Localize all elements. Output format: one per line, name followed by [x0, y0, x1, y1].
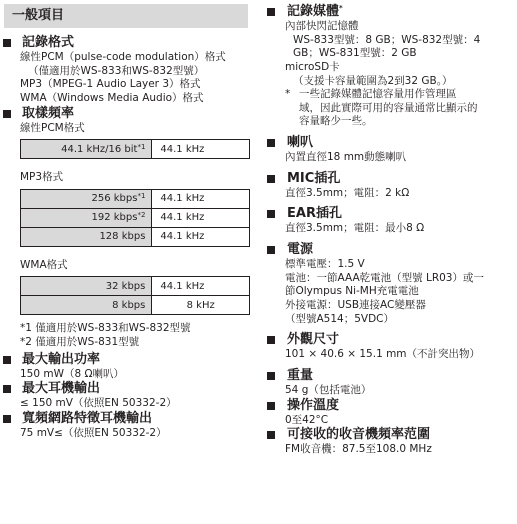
table-cell-bitrate: 44.1 kHz/16 bit$^{*1}$ [21, 140, 152, 159]
heading-operating-temp: 操作溫度 [265, 398, 517, 414]
max-headphone-value: ≤ 150 mV（依照EN 50332-2） [20, 397, 177, 410]
heading-broadband: 寬頻網路特徵耳機輸出 [0, 411, 250, 427]
speaker-value: 內置直徑18 mm動態喇叭 [285, 151, 407, 164]
right-column [265, 0, 517, 457]
heading-recording-format: 記錄格式 [0, 35, 250, 51]
heading-mic-jack: MIC插孔 [265, 171, 517, 187]
power-line: 電池：一節AAA乾電池（型號 LR03）或一 [285, 271, 484, 284]
pcm-table [20, 139, 250, 159]
heading-max-headphone: 最大耳機輸出 [0, 381, 250, 397]
power-line: 外接電源：USB連接AC變壓器 [285, 298, 426, 311]
footnote-2: *2 僅適用於WS-831型號 [20, 336, 140, 349]
dimensions-value: 101 × 40.6 × 15.1 mm（不計突出物） [285, 348, 481, 361]
left-column [0, 0, 250, 441]
heading-max-output: 最大輸出功率 [0, 352, 250, 368]
wma-label: WMA格式 [20, 258, 68, 271]
media-microsd: microSD卡 [285, 60, 340, 73]
media-microsd-note: （支援卡容量範圍為2到32 GB。） [293, 74, 453, 87]
format-line: MP3（MPEG-1 Audio Layer 3）格式 [20, 78, 201, 91]
table-cell-bitrate: 256 kbps$^{*1}$ [21, 189, 152, 208]
format-line: 線性PCM（pulse-code modulation）格式 [20, 51, 226, 63]
table-cell-frequency: 44.1 kHz [152, 189, 250, 208]
heading-sampling-frequency: 取樣頻率 [0, 106, 250, 122]
table-cell-bitrate: 32 kbps [21, 277, 152, 296]
format-line: （僅適用於WS-833和WS-832型號） [28, 64, 205, 77]
ear-value: 直徑3.5mm；電阻：最小8 Ω [285, 222, 425, 235]
power-line: 標準電壓：1.5 V [285, 258, 365, 271]
table-row [21, 208, 250, 227]
section-banner-general: 一般項目 [4, 4, 248, 28]
table-cell-frequency: 44.1 kHz [152, 277, 250, 296]
heading-power: 電源 [265, 242, 517, 258]
footnote-1: *1 僅適用於WS-833和WS-832型號 [20, 322, 191, 335]
format-line: WMA（Windows Media Audio）格式 [20, 91, 204, 104]
table-cell-frequency: 44.1 kHz [152, 208, 250, 227]
mp3-label: MP3格式 [20, 171, 64, 184]
mic-value: 直徑3.5mm；電阻：2 kΩ [285, 186, 410, 199]
media-capacity: WS-833型號：8 GB；WS-832型號：4 [293, 33, 481, 46]
heading-speaker: 喇叭 [265, 135, 517, 151]
heading-ear-jack: EAR插孔 [265, 206, 517, 222]
heading-weight: 重量 [265, 368, 517, 384]
heading-radio-range: 可接收的收音機頻率范圍 [265, 427, 517, 443]
table-cell-frequency: 8 kHz [152, 296, 250, 315]
mp3-table [20, 189, 250, 247]
temp-value: 0至42°C [285, 413, 329, 426]
media-internal: 內部快閃記憶體 [285, 20, 359, 32]
heading-recording-media: 記錄媒體* [265, 4, 517, 20]
table-cell-frequency: 44.1 kHz [152, 140, 250, 159]
table-row [21, 227, 250, 246]
weight-value: 54 g（包括電池） [285, 383, 372, 396]
table-cell-bitrate: 192 kbps$^{*2}$ [21, 208, 152, 227]
broadband-value: 75 mV≤（依照EN 50332-2） [20, 427, 167, 440]
heading-dimensions: 外觀尺寸 [265, 332, 517, 348]
power-line: 節Olympus Ni-MH充電電池 [285, 285, 419, 298]
power-line: （型號A514；5VDC） [285, 312, 395, 325]
table-cell-bitrate: 128 kbps [21, 227, 152, 246]
note-star: * [285, 88, 291, 101]
table-row [21, 277, 250, 296]
media-note: * 一些記錄媒體記憶容量用作管理區 域，因此實際可用的容量通常比顯示的 容量略少一些。 [285, 88, 478, 128]
pcm-label: 線性PCM格式 [20, 121, 85, 134]
table-cell-bitrate: 8 kbps [21, 296, 152, 315]
table-row [21, 296, 250, 315]
max-output-value: 150 mW（8 Ω喇叭） [20, 367, 125, 380]
fm-value: FM收音機：87.5至108.0 MHz [285, 443, 432, 456]
table-row [21, 140, 250, 159]
table-row [21, 189, 250, 208]
wma-table [20, 276, 250, 315]
media-capacity: GB；WS-831型號：2 GB [293, 47, 417, 60]
table-cell-frequency: 44.1 kHz [152, 227, 250, 246]
